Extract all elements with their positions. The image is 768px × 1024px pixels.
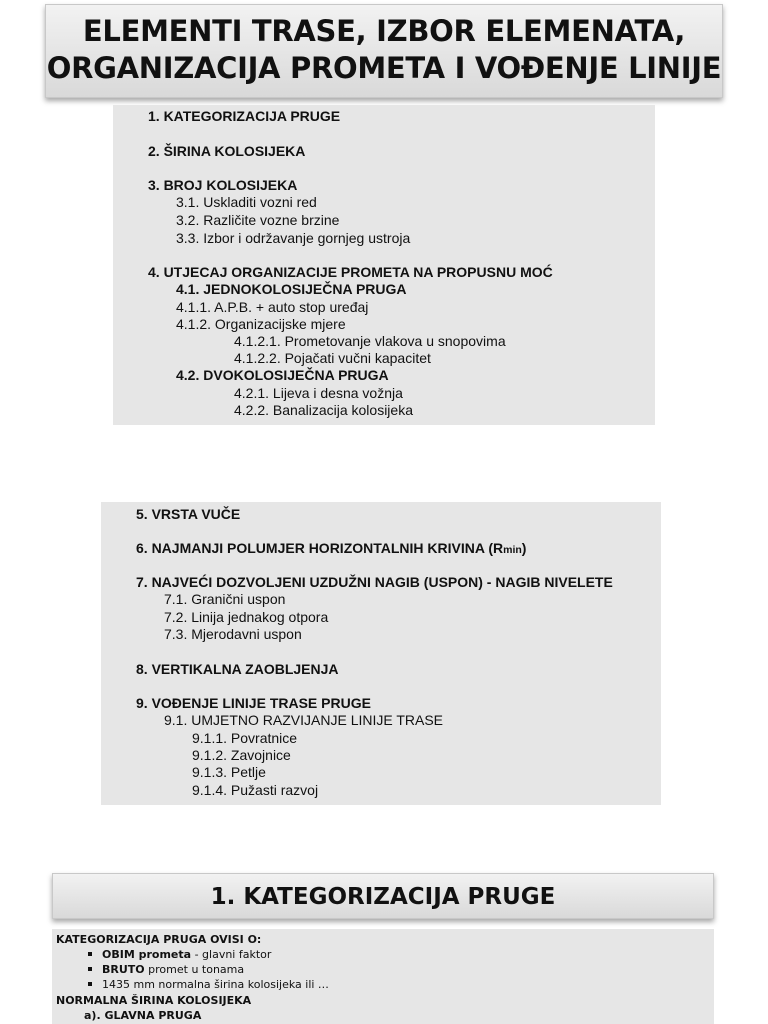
toc-item-4: 4. UTJECAJ ORGANIZACIJE PROMETA NA PROPUSNU MOĆ [148,264,553,280]
content-panel [52,929,714,1024]
toc-item-6 [136,540,526,559]
toc-item-6-subscript: min [503,544,522,556]
toc-item-3-1: 3.1. Uskladiti vozni red [176,194,317,210]
content-heading: KATEGORIZACIJA PRUGA OVISI O: [56,933,262,946]
toc-item-9-1-1: 9.1.1. Povratnice [192,730,298,746]
section-banner [52,873,714,919]
bullet-item-3 [88,977,329,993]
bullet-icon [88,967,92,971]
bullet-2-bold: BRUTO [102,963,145,976]
toc-item-9-1: 9.1. UMJETNO RAZVIJANJE LINIJE TRASE [164,712,444,728]
section-title: 1. KATEGORIZACIJA PRUGE [210,884,556,910]
toc-item-4-1-2: 4.1.2. Organizacijske mjere [176,316,346,332]
bullet-2-rest: promet u tonama [144,963,245,976]
title-banner [45,4,723,98]
content-heading-2: NORMALNA ŠIRINA KOLOSIJEKA [56,994,252,1007]
bullet-1-rest: - glavni faktor [191,948,272,961]
bullet-icon [88,952,92,956]
toc-item-4-1: 4.1. JEDNOKOLOSIJEČNA PRUGA [176,281,407,297]
toc-item-6-text: 6. NAJMANJI POLUMJER HORIZONTALNIH KRIVINA (R [136,540,504,556]
toc-item-5: 5. VRSTA VUČE [136,506,241,522]
toc-item-7-3: 7.3. Mjerodavni uspon [164,626,302,642]
content-item-a: a). GLAVNA PRUGA [84,1009,202,1022]
toc-item-3-2: 3.2. Različite vozne brzine [176,212,340,228]
title-line-1: ELEMENTI TRASE, IZBOR ELEMENATA, [82,14,686,48]
toc-item-9-1-2: 9.1.2. Zavojnice [192,747,291,763]
toc-item-4-1-2-1: 4.1.2.1. Prometovanje vlakova u snopovima [234,333,506,349]
toc-item-8: 8. VERTIKALNA ZAOBLJENJA [136,661,339,677]
toc-item-4-2-2: 4.2.2. Banalizacija kolosijeka [234,402,413,418]
toc-item-1: 1. KATEGORIZACIJA PRUGE [148,108,341,124]
toc-item-4-1-2-2: 4.1.2.2. Pojačati vučni kapacitet [234,350,431,366]
toc-panel-2 [101,502,661,805]
toc-item-9-1-3: 9.1.3. Petlje [192,764,266,780]
toc-item-4-1-1: 4.1.1. A.P.B. + auto stop uređaj [176,299,369,315]
toc-item-2: 2. ŠIRINA KOLOSIJEKA [148,143,306,159]
bullet-item-2 [88,962,244,978]
toc-item-9-1-4: 9.1.4. Pužasti razvoj [192,782,319,798]
toc-item-7-2: 7.2. Linija jednakog otpora [164,609,329,625]
toc-panel-1 [113,105,655,425]
bullet-1-bold: OBIM prometa [102,948,192,961]
bullet-3-text: 1435 mm normalna širina kolosijeka ili … [102,978,329,991]
toc-item-4-2-1: 4.2.1. Lijeva i desna vožnja [234,385,403,401]
toc-item-7: 7. NAJVEĆI DOZVOLJENI UZDUŽNI NAGIB (USPON) - NAGIB NIVELETE [136,574,613,590]
toc-item-4-2: 4.2. DVOKOLOSIJEČNA PRUGA [176,367,389,383]
title-line-2: ORGANIZACIJA PROMETA I VOĐENJE LINIJE [46,51,722,85]
bullet-icon [88,982,92,986]
bullet-item-1 [88,947,271,963]
toc-item-3: 3. BROJ KOLOSIJEKA [148,177,298,193]
toc-item-3-3: 3.3. Izbor i održavanje gornjeg ustroja [176,230,411,246]
toc-item-7-1: 7.1. Granični uspon [164,591,286,607]
toc-item-6-close: ) [521,540,527,556]
toc-item-9: 9. VOĐENJE LINIJE TRASE PRUGE [136,695,371,711]
